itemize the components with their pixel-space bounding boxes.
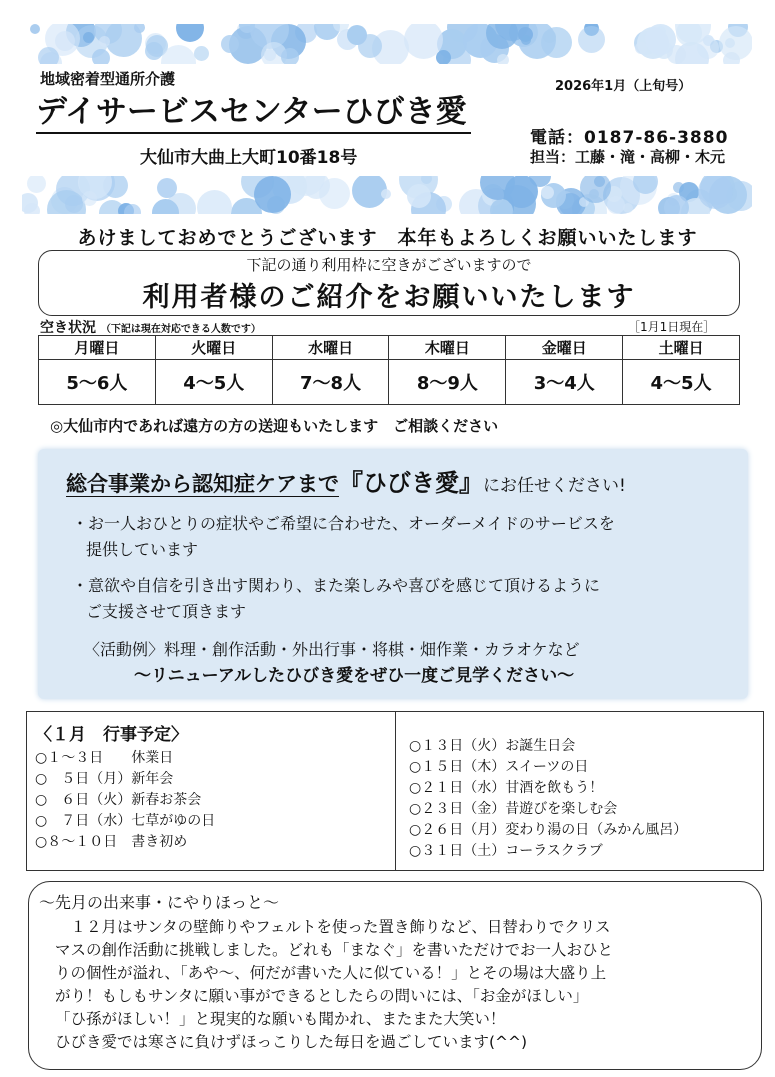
event-item: ○２６日（月）変わり湯の日（みかん風呂） bbox=[409, 822, 688, 838]
decorative-bubble bbox=[407, 184, 431, 208]
availability-title: 空き状況 bbox=[40, 320, 96, 336]
transport-notice: ◎大仙市内であれば遠方の方の送迎もいたします ご相談ください bbox=[50, 417, 499, 435]
day-header: 土曜日 bbox=[623, 336, 740, 360]
day-header: 金曜日 bbox=[506, 336, 623, 360]
promo-bullet-2-line-1: ・意欲や自信を引き出す関わり、また楽しみや喜びを感じて頂けるように bbox=[72, 576, 601, 595]
open-slot-count: 4～5人 bbox=[623, 360, 740, 405]
promo-title-underlined: 総合事業から認知症ケアまで bbox=[66, 472, 339, 496]
referral-request-lead: 下記の通り利用枠に空きがございますので bbox=[246, 256, 532, 274]
decorative-bubble bbox=[92, 49, 110, 64]
news-line: がり！もしもサンタに願い事ができるとしたらの問いには、「お金がほしい」 bbox=[55, 987, 589, 1005]
issue-label: 2026年1月（上旬号） bbox=[555, 79, 692, 94]
referral-request-box bbox=[38, 250, 740, 316]
promo-bullet-1-line-1: ・お一人おひとりの症状やご希望に合わせた、オーダーメイドのサービスを bbox=[72, 514, 615, 533]
open-slot-count: 7～8人 bbox=[272, 360, 389, 405]
day-header: 月曜日 bbox=[39, 336, 156, 360]
decorative-bubble bbox=[381, 189, 391, 199]
event-item: ○ ７日（水）七草がゆの日 bbox=[35, 813, 216, 829]
activity-examples: 〈活動例〉料理・創作活動・外出行事・将棋・畑作業・カラオケなど bbox=[84, 640, 580, 659]
open-slot-count: 3～4人 bbox=[506, 360, 623, 405]
decorative-bubble bbox=[697, 37, 719, 59]
decorative-bubble bbox=[281, 48, 299, 64]
promo-bullet-1-line-2: 提供しています bbox=[86, 540, 199, 559]
promo-closing-invitation: ～リニューアルしたひびき愛をぜひ一度ご見学ください～ bbox=[134, 666, 575, 686]
decorative-bubble bbox=[99, 36, 110, 47]
news-heading: ～先月の出来事・にやりほっと～ bbox=[39, 893, 280, 912]
open-slot-count: 4～5人 bbox=[155, 360, 272, 405]
news-line: りの個性が溢れ、「あや～、何だが書いた人に似ている！」とその場は大盛り上 bbox=[55, 964, 607, 982]
news-line: １２月はサンタの壁飾りやフェルトを使った置き飾りなど、日替わりでクリス bbox=[55, 918, 611, 936]
service-promo-panel bbox=[38, 449, 748, 699]
events-column-divider bbox=[395, 712, 396, 870]
availability-note: （下記は現在対応できる人数です） bbox=[100, 324, 261, 335]
promo-title-brand: 『ひびき愛』 bbox=[339, 469, 483, 497]
decorative-bubble bbox=[30, 24, 40, 34]
news-line: ひびき愛では寒さに負けずほっこりした毎日を過ごしています(^^) bbox=[55, 1033, 528, 1051]
decorative-bubble bbox=[664, 195, 689, 215]
events-heading: 〈１月 行事予定〉 bbox=[35, 725, 188, 745]
decorative-bubble bbox=[221, 35, 239, 53]
decorative-bubble bbox=[541, 186, 554, 199]
decorative-bubble bbox=[497, 54, 509, 64]
events-schedule-box bbox=[26, 711, 764, 871]
availability-count-row bbox=[39, 360, 740, 405]
decorative-bubble bbox=[134, 24, 145, 33]
decorative-bubble bbox=[124, 204, 141, 215]
center-address: 大仙市大曲上大町10番18号 bbox=[140, 148, 358, 168]
center-name-title: デイサービスセンターひびき愛 bbox=[36, 92, 471, 134]
decorative-bubble bbox=[505, 176, 538, 208]
decorative-bubble bbox=[176, 24, 204, 42]
decorative-bubble bbox=[24, 203, 40, 214]
decorative-bubble bbox=[303, 176, 330, 199]
promo-title bbox=[66, 463, 626, 498]
event-item: ○１５日（木）スイーツの日 bbox=[409, 759, 589, 775]
availability-as-of-date: ［1月1日現在］ bbox=[628, 320, 716, 334]
referral-request-heading: 利用者様のご紹介をお願いいたします bbox=[142, 282, 636, 313]
decorative-bubble bbox=[65, 195, 83, 213]
decorative-bubble bbox=[38, 47, 59, 65]
staff-contacts: 担当：工藤・滝・高柳・木元 bbox=[530, 148, 726, 166]
decorative-bubble bbox=[436, 50, 451, 65]
day-header: 水曜日 bbox=[272, 336, 389, 360]
promo-title-rest: にお任せください! bbox=[483, 476, 626, 496]
phone-number: 電話：0187-86-3880 bbox=[530, 128, 729, 148]
availability-table bbox=[38, 335, 740, 405]
decorative-bubble bbox=[194, 46, 209, 61]
service-type-subtitle: 地域密着型通所介護 bbox=[40, 70, 176, 88]
event-item: ○ ５日（月）新年会 bbox=[35, 771, 174, 787]
last-month-news-box bbox=[28, 881, 762, 1070]
decorative-bubble bbox=[264, 49, 276, 61]
open-slot-count: 5～6人 bbox=[39, 360, 156, 405]
decorative-bubble bbox=[83, 32, 94, 43]
decorative-bubble bbox=[698, 176, 733, 209]
decorative-bubble bbox=[578, 26, 605, 53]
decorative-bubble bbox=[719, 26, 752, 60]
header-bubble-banner-top bbox=[22, 24, 752, 64]
open-slot-count: 8～9人 bbox=[389, 360, 506, 405]
news-line: 「ひ孫がほしい！」と現実的な願いも聞かれ、またまた大笑い！ bbox=[55, 1010, 506, 1028]
event-item: ○８～１０日 書き初め bbox=[35, 834, 188, 850]
day-header: 木曜日 bbox=[389, 336, 506, 360]
event-item: ○１３日（火）お誕生日会 bbox=[409, 738, 576, 754]
day-header: 火曜日 bbox=[155, 336, 272, 360]
decorative-bubble bbox=[197, 190, 232, 215]
decorative-bubble bbox=[157, 178, 177, 198]
decorative-bubble bbox=[358, 34, 382, 58]
decorative-bubble bbox=[580, 176, 611, 203]
decorative-bubble bbox=[521, 35, 531, 45]
event-item: ○３１日（土）コーラスクラブ bbox=[409, 843, 603, 859]
availability-label bbox=[40, 317, 261, 337]
header-bubble-banner-bottom bbox=[22, 176, 752, 214]
decorative-bubble bbox=[607, 196, 625, 214]
availability-day-row bbox=[39, 336, 740, 360]
events-column-right bbox=[409, 736, 759, 862]
event-item: ○２１日（水）甘酒を飲もう！ bbox=[409, 780, 604, 796]
decorative-bubble bbox=[633, 176, 658, 194]
news-body bbox=[55, 916, 755, 1054]
event-item: ○１～３日 休業日 bbox=[35, 750, 174, 766]
decorative-bubble bbox=[645, 24, 676, 55]
decorative-bubble bbox=[145, 42, 163, 60]
events-column-left bbox=[35, 720, 390, 853]
promo-bullet-2-line-2: ご支援させて頂きます bbox=[86, 602, 247, 621]
event-item: ○２３日（金）昔遊びを楽しむ会 bbox=[409, 801, 618, 817]
new-year-greeting: あけましておめでとうございます 本年もよろしくお願いいたします bbox=[77, 227, 698, 249]
event-item: ○ ６日（火）新春お茶会 bbox=[35, 792, 202, 808]
news-line: マスの創作活動に挑戦しました。どれも「まなぐ」を書いただけでお一人おひと bbox=[55, 941, 614, 959]
decorative-bubble bbox=[486, 24, 518, 49]
decorative-bubble bbox=[27, 176, 46, 193]
decorative-bubble bbox=[254, 176, 291, 213]
decorative-bubble bbox=[541, 27, 572, 58]
